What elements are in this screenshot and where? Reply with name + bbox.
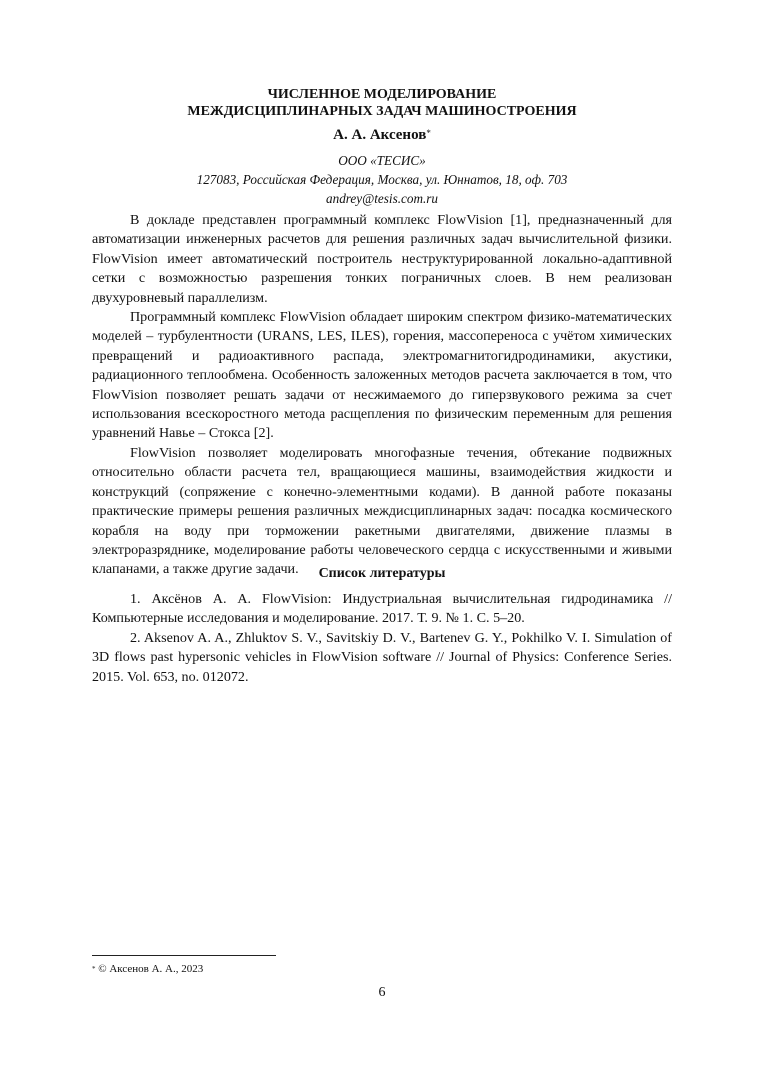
references-list [92, 590, 672, 687]
title-line-2: МЕЖДИСЦИПЛИНАРНЫХ ЗАДАЧ МАШИНОСТРОЕНИЯ [187, 104, 577, 119]
references-heading: Список литературы [318, 566, 446, 581]
footnote-divider [92, 955, 276, 956]
author-name: А. А. Аксенов [333, 127, 427, 143]
abstract-body [92, 211, 672, 580]
author-line [92, 126, 672, 144]
affiliation-block [92, 151, 672, 208]
footnote-mark: * [92, 965, 96, 973]
reference-item-2: 2. Aksenov A. A., Zhluktov S. V., Savitskiy D. V., Bartenev G. Y., Pokhilko V. I. Simulation of 3D flows past hypersonic vehicles in FlowVision software // Journal of Physics: Conference Series. 2015. Vol. 653, no. 012072. [92, 629, 672, 685]
footnote-text: © Аксенов А. А., 2023 [95, 963, 204, 975]
author-footnote-mark: * [426, 128, 431, 138]
affiliation-org: ООО «ТЕСИС» [338, 153, 426, 168]
affiliation-address: 127083, Российская Федерация, Москва, ул. Юннатов, 18, оф. 703 [196, 172, 568, 187]
page-number: 6 [378, 985, 386, 1000]
footnote [92, 962, 203, 976]
affiliation-email: andrey@tesis.com.ru [326, 191, 438, 206]
body-paragraph-1: В докладе представлен программный комплекс FlowVision [1], предназначенный для автоматизации инженерных расчетов для решения различных задач вычислительной физики. FlowVision имеет автоматический построитель неструктурированной локально-адаптивной сетки с возможностью разрешения тонких пограничных слоев. В нем реализован двухуровневый параллелизм. [92, 212, 672, 306]
title-line-1: ЧИСЛЕННОЕ МОДЕЛИРОВАНИЕ [267, 87, 497, 102]
body-paragraph-3: FlowVision позволяет моделировать многофазные течения, обтекание подвижных относительно области расчета тел, вращающиеся машины, взаимодействия жидкости и конструкций (сопряжение с конечно-элементными кодами). В данной работе показаны практические примеры решения различных междисциплинарных задач: посадка космического корабля на воду при торможении ракетными двигателями, движение плазмы в электроразряднике, моделирование работы человеческого сердца с искусственными и живыми клапанами, а также другие задачи. [92, 444, 672, 578]
reference-item-1: 1. Аксёнов А. А. FlowVision: Индустриальная вычислительная гидродинамика // Компьютерные исследования и моделирование. 2017. Т. 9. № 1. С. 5–20. [92, 591, 672, 627]
body-paragraph-2: Программный комплекс FlowVision обладает широким спектром физико-математических моделей – турбулентности (URANS, LES, ILES), горения, массопереноса с учётом химических превращений и радиоактивного распада, электромагнитогидродинамики, акустики, радиационного теплообмена. Особенность заложенных методов расчета заключается в том, что FlowVision позволяет решать задачи от несжимаемого до гиперзвукового режима за счет использования всескоростного метода расщепления по физическим переменным для решения уравнений Навье – Стокса [2]. [92, 309, 672, 442]
paper-title [92, 86, 672, 120]
